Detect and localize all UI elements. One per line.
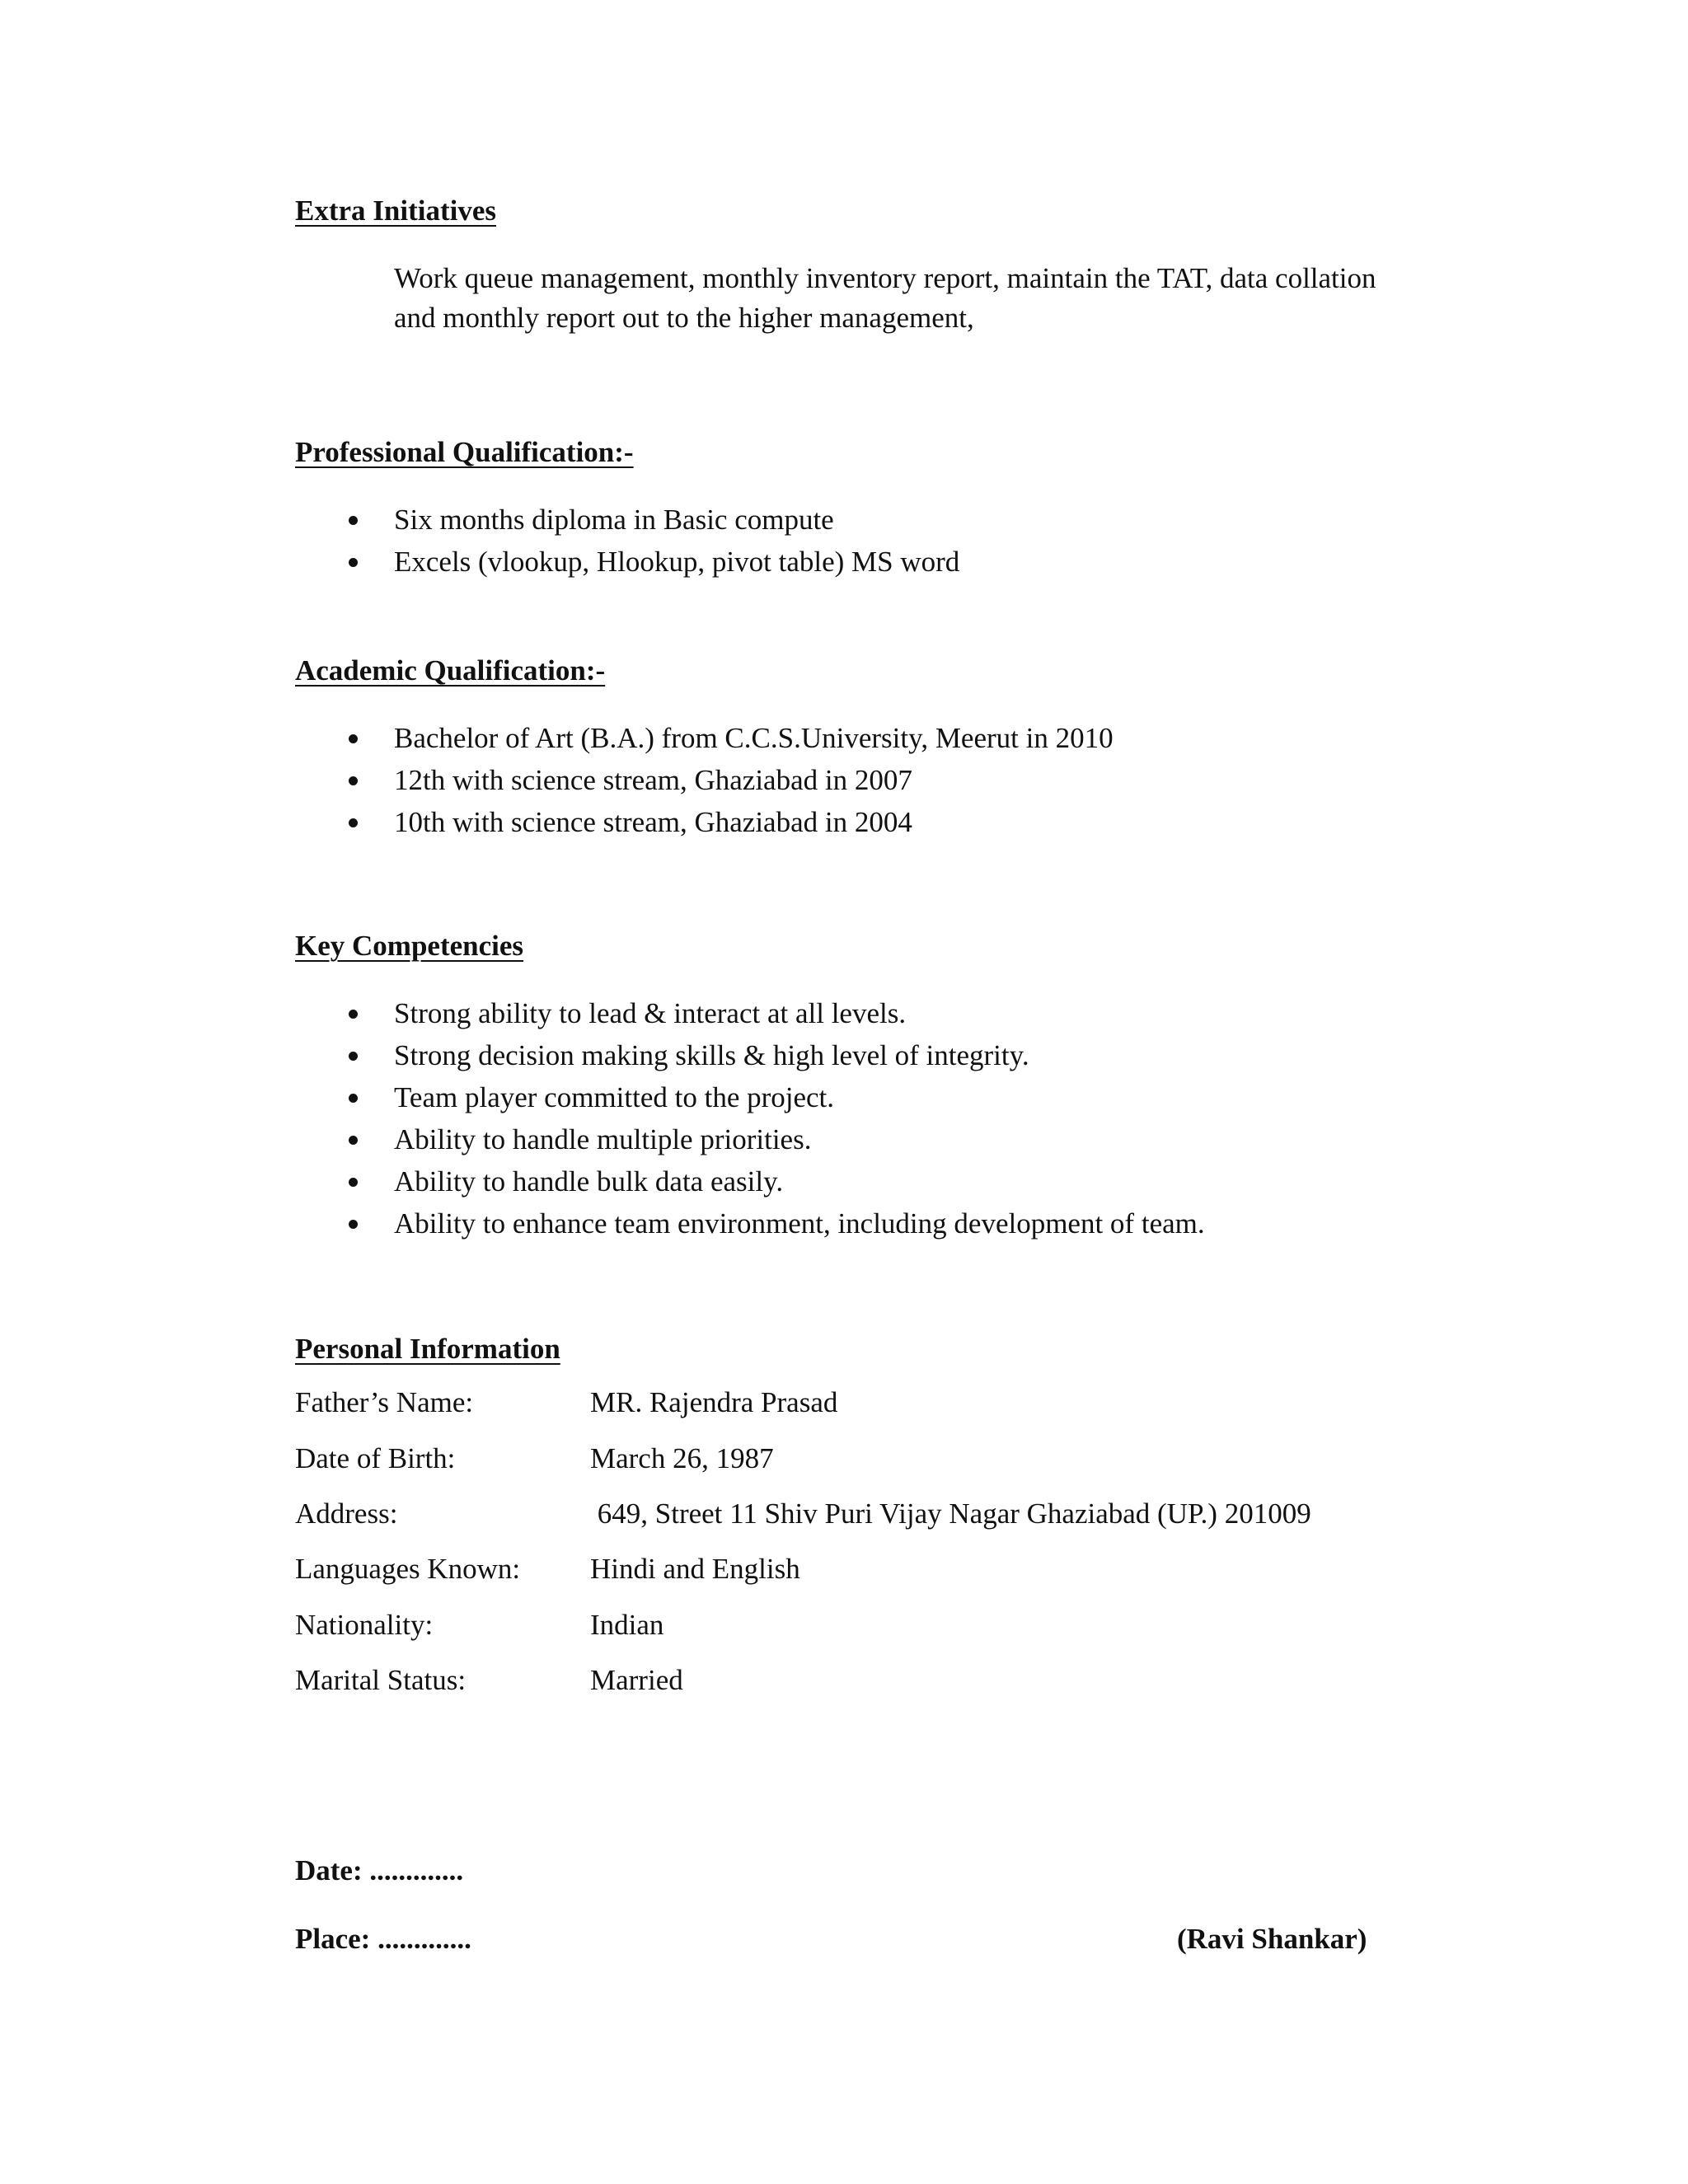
bullet-icon <box>349 558 358 567</box>
extra-initiatives-line-2: and monthly report out to the higher management, <box>394 302 974 334</box>
info-value: Married <box>590 1664 683 1696</box>
info-label: Father’s Name: <box>295 1386 474 1418</box>
professional-qualification-heading: Professional Qualification:- <box>295 436 634 468</box>
bullet-icon <box>349 1010 358 1019</box>
info-label: Date of Birth: <box>295 1442 456 1474</box>
bullet-icon <box>349 1178 358 1187</box>
info-label: Marital Status: <box>295 1664 467 1696</box>
place-field: Place: ............. <box>295 1923 471 1955</box>
date-field: Date: ............. <box>295 1854 464 1886</box>
academic-qualification-heading: Academic Qualification:- <box>295 654 606 687</box>
personal-information-heading: Personal Information <box>295 1333 560 1365</box>
info-value: 649, Street 11 Shiv Puri Vijay Nagar Ghaziabad (UP.) 201009 <box>590 1497 1311 1530</box>
bullet-icon <box>349 1136 358 1145</box>
info-value: MR. Rajendra Prasad <box>590 1386 838 1418</box>
bullet-icon <box>349 1220 358 1229</box>
info-value: Hindi and English <box>590 1553 800 1585</box>
bullet-icon <box>349 1052 358 1061</box>
info-value: March 26, 1987 <box>590 1442 774 1474</box>
bullet-icon <box>349 734 358 743</box>
key-competencies-heading: Key Competencies <box>295 930 524 962</box>
info-label: Nationality: <box>295 1609 434 1641</box>
signature-name: (Ravi Shankar) <box>1177 1923 1367 1955</box>
bullet-icon <box>349 818 358 827</box>
info-label: Address: <box>295 1497 398 1530</box>
bullet-icon <box>349 776 358 785</box>
extra-initiatives-line-1: Work queue management, monthly inventory report, maintain the TAT, data collation <box>394 262 1376 294</box>
bullet-icon <box>349 516 358 525</box>
info-value: Indian <box>590 1609 664 1641</box>
extra-initiatives-heading: Extra Initiatives <box>295 194 497 227</box>
info-label: Languages Known: <box>295 1553 521 1585</box>
bullet-icon <box>349 1094 358 1103</box>
